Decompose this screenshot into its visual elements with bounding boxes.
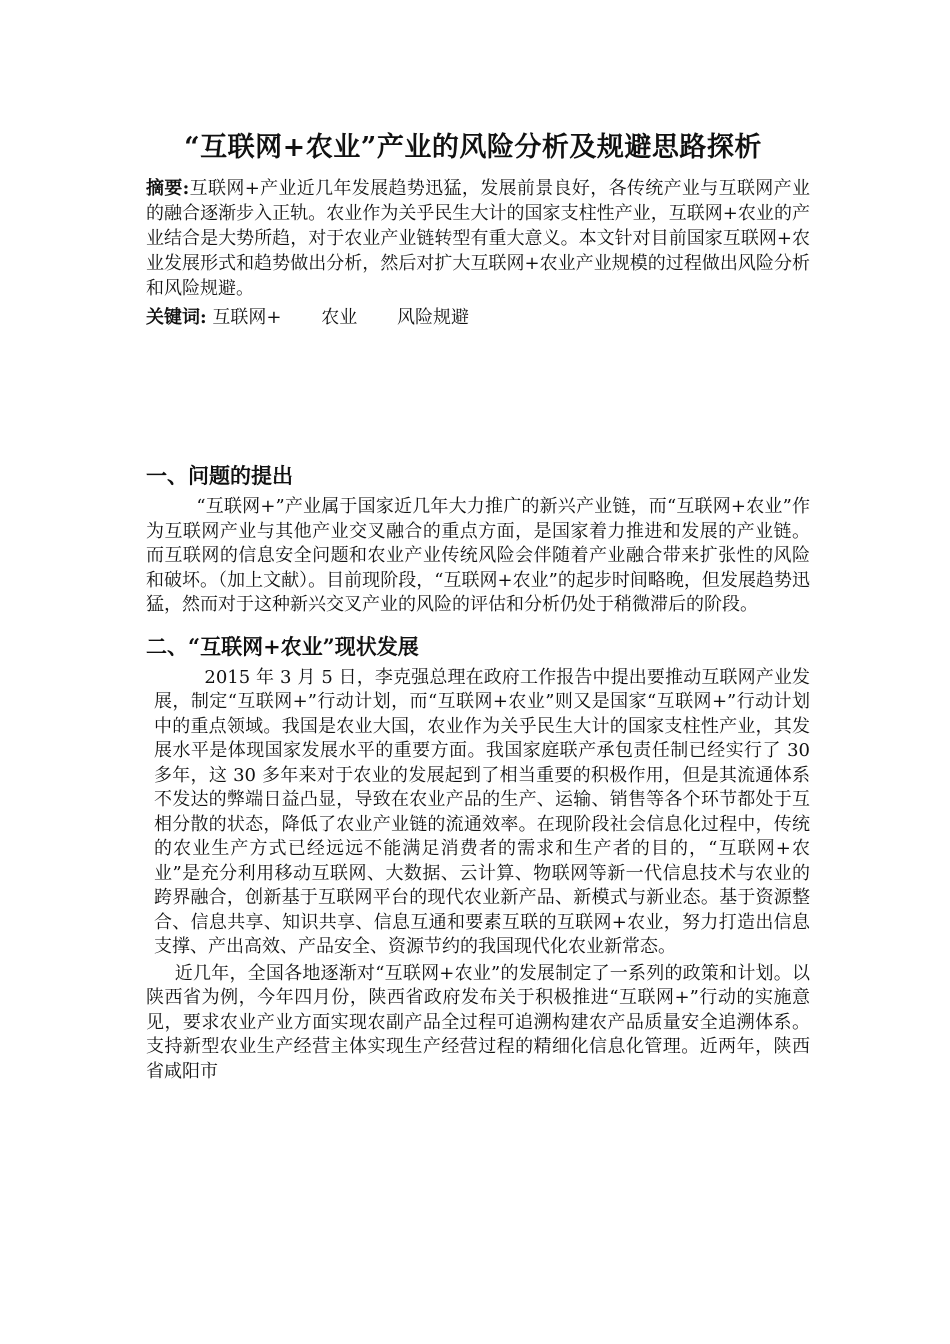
abstract xyxy=(146,176,810,301)
section-1-paragraph: “互联网+”产业属于国家近几年大力推广的新兴产业链，而“互联网+农业”作为互联网产业与其他产业交叉融合的重点方面，是国家着力推进和发展的产业链。而互联网的信息安全问题和农业产业传统风险会伴随着产业融合带来扩张性的风险和破坏。（加上文献）。目前现阶段，“互联网+农业”的起步时间略晚，但发展趋势迅猛，然而对于这种新兴交叉产业的风险的评估和分析仍处于稍微滞后的阶段。 xyxy=(146,496,810,615)
document-page xyxy=(146,128,810,1084)
section-2-paragraph: 2015 年 3 月 5 日，李克强总理在政府工作报告中提出要推动互联网产业发展，制定“互联网+”行动计划，而“互联网+农业”则又是国家“互联网+”行动计划中的重点领域。我国是农业大国，农业作为关乎民生大计的国家支柱性产业，其发展水平是体现国家发展水平的重要方面。我国家庭联产承包责任制已经实行了 30 多年，这 30 多年来对于农业的发展起到了相当重要的积极作用，但是其流通体系不发达的弊端日益凸显，导致在农业产品的生产、运输、销售等各个环节都处于互相分散的状态，降低了农业产业链的流通效率。在现阶段社会信息化过程中，传统的农业生产方式已经远远不能满足消费者的需求和生产者的目的，“互联网+农业”是充分利用移动互联网、大数据、云计算、物联网等新一代信息技术与农业的跨界融合，创新基于互联网平台的现代农业新产品、新模式与新业态。基于资源整合、信息共享、知识共享、信息互通和要素互联的互联网+农业，努力打造出信息支撑、产出高效、产品安全、资源节约的我国现代化农业新常态。 xyxy=(154,666,810,957)
keyword-item: 农业 xyxy=(321,307,358,328)
keywords xyxy=(146,303,810,333)
abstract-label: 摘要: xyxy=(146,178,190,199)
keywords-label: 关键词: xyxy=(146,307,207,328)
keyword-item: 风险规避 xyxy=(396,307,469,328)
keyword-item: 互联网+ xyxy=(212,307,282,328)
section-2-paragraph: 近几年，全国各地逐渐对“互联网+农业”的发展制定了一系列的政策和计划。以陕西省为例，今年四月份，陕西省政府发布关于积极推进“互联网+”行动的实施意见，要求农业产业方面实现农副产品全过程可追溯构建农产品质量安全追溯体系。支持新型农业生产经营主体实现生产经营过程的精细化信息化管理。近两年，陕西省咸阳市 xyxy=(146,962,810,1082)
section-heading-2: 二、“互联网+农业”现状发展 xyxy=(146,633,419,659)
section-heading-1: 一、问题的提出 xyxy=(146,463,293,488)
document-title: “互联网+农业”产业的风险分析及规避思路探析 xyxy=(184,132,762,163)
abstract-text: 互联网+产业近几年发展趋势迅猛，发展前景良好，各传统产业与互联网产业的融合逐渐步入正轨。农业作为关乎民生大计的国家支柱性产业，互联网+农业的产业结合是大势所趋，对于农业产业链转型有重大意义。本文针对目前国家互联网+农业发展形式和趋势做出分析，然后对扩大互联网+农业产业规模的过程做出风险分析和风险规避。 xyxy=(146,178,810,299)
